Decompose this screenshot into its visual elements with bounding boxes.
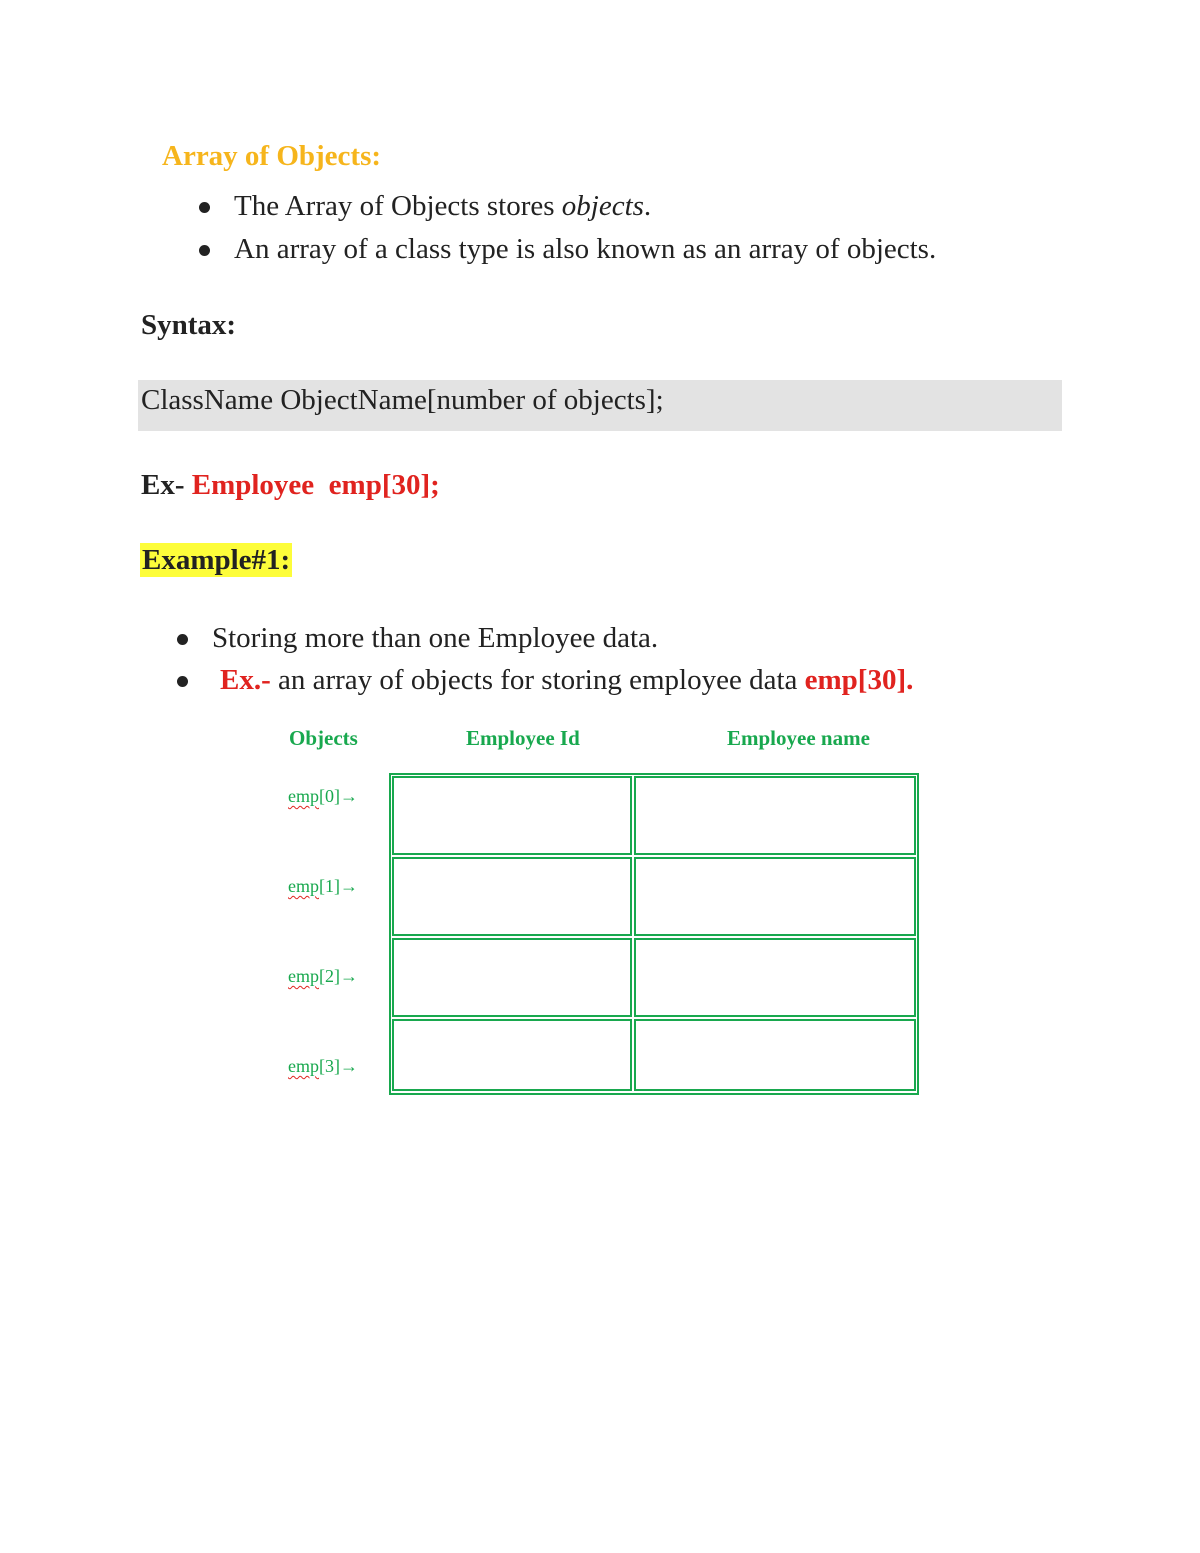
header-employee-name: Employee name xyxy=(727,726,870,750)
example-code: Employee emp[30]; xyxy=(191,469,440,501)
table-cell xyxy=(634,1019,916,1091)
row-label-emp-0: emp[0]→ xyxy=(288,786,358,806)
bullet-icon xyxy=(177,676,188,687)
section-title: Array of Objects: xyxy=(162,140,382,172)
bullet-text: An array of a class type is also known as an array of objects. xyxy=(234,233,937,265)
example-line xyxy=(141,469,440,502)
row-label-emp-3: emp[3]→ xyxy=(288,1056,358,1076)
arrow-right-icon: → xyxy=(340,786,358,806)
table-cell xyxy=(392,1019,632,1091)
example-prefix: Ex- xyxy=(141,469,185,501)
example-heading: Example#1: xyxy=(142,544,291,576)
bullet-label: Ex.- xyxy=(220,664,271,696)
bullet-code: emp[30]. xyxy=(804,664,914,696)
syntax-code: ClassName ObjectName[number of objects]; xyxy=(141,384,664,416)
bullet-text: The Array of Objects stores xyxy=(234,190,562,222)
bullet-text: Storing more than one Employee data. xyxy=(212,622,659,654)
arrow-right-icon: → xyxy=(340,1056,358,1076)
table-cell xyxy=(392,857,632,936)
syntax-heading: Syntax: xyxy=(141,309,237,341)
arrow-right-icon: → xyxy=(340,966,358,986)
bullet-text: an array of objects for storing employee data xyxy=(270,664,805,696)
table-cell xyxy=(634,776,916,855)
table-cell xyxy=(392,938,632,1017)
bullet-icon xyxy=(199,202,210,213)
header-objects: Objects xyxy=(289,726,358,750)
bullet-italic-text: objects xyxy=(561,190,644,222)
table-cell xyxy=(392,776,632,855)
header-employee-id: Employee Id xyxy=(466,726,580,750)
bullet-icon xyxy=(199,245,210,256)
arrow-right-icon: → xyxy=(340,876,358,896)
table-cell xyxy=(634,857,916,936)
bullet-text-end: . xyxy=(643,190,652,222)
employee-table xyxy=(389,773,919,1095)
bullet-icon xyxy=(177,634,188,645)
row-label-emp-2: emp[2]→ xyxy=(288,966,358,986)
table-cell xyxy=(634,938,916,1017)
row-label-emp-1: emp[1]→ xyxy=(288,876,358,896)
